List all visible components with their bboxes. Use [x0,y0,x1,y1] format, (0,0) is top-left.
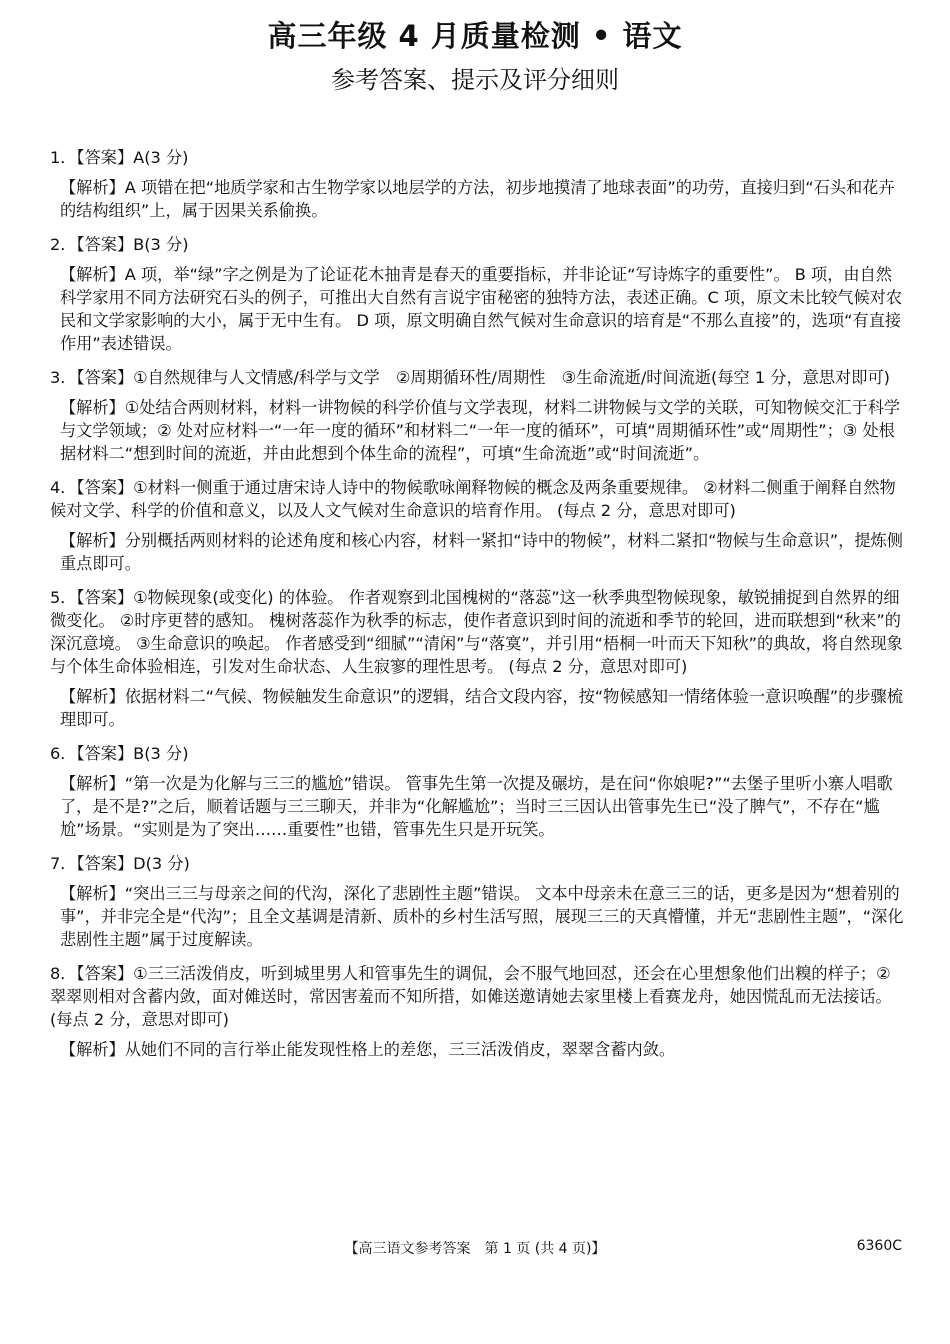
answer-3: 3．【答案】①自然规律与人文情感/科学与文学 ②周期循环性/周期性 ③生命流逝/时间流逝(每空 1 分，意思对即可) [50,368,890,387]
analysis-4: 【解析】分别概括两则材料的论述角度和核心内容，材料一紧扣“诗中的物候”，材料二紧扣“物候与生命意识”，提炼侧重点即可。 [60,531,903,573]
document-code: 6360C [856,1238,902,1254]
item-8 [50,962,908,1061]
page-title: 高三年级 4 月质量检测 • 语文 [267,19,683,53]
analysis-8: 【解析】从她们不同的言行举止能发现性格上的差您，三三活泼俏皮，翠翠含蓄内敛。 [60,1040,676,1059]
answer-5: 5．【答案】①物候现象(或变化) 的体验。 作者观察到北国槐树的“落蕊”这一秋季典型物候现象，敏锐捕捉到自然界的细微变化。 ②时序更替的感知。 槐树落蕊作为秋季的标志，使作者意识到时间的流逝和季节的轮回，进而联想到“秋来”的深沉意境。 ③生命意识的唤起。 作者感受到“细腻”“清闲”与“落寞”，并引用“梧桐一叶而天下知秋”的典故，将自然现象与个体生命体验相连，引发对生命状态、人生寂寥的理性思考。 (每点 2 分，意思对即可) [50,588,903,676]
page-subtitle: 参考答案、提示及评分细则 [331,66,619,94]
answer-1: 1．【答案】A(3 分) [50,148,189,167]
answer-6: 6．【答案】B(3 分) [50,744,189,763]
item-7 [50,852,908,951]
answer-list [50,146,908,1072]
analysis-7: 【解析】“突出三三与母亲之间的代沟，深化了悲剧性主题”错误。 文本中母亲未在意三三的话，更多是因为“想着别的事”，并非完全是“代沟”；且全文基调是清新、质朴的乡村生活写照，展现三三的天真懵懂，并无“悲剧性主题”，“深化悲剧性主题”属于过度解读。 [60,884,904,949]
analysis-6: 【解析】“第一次是为化解与三三的尴尬”错误。 管事先生第一次提及碾坊，是在问“你娘呢?”“去堡子里听小寨人唱歌了，是不是?”之后，顺着话题与三三聊天，并非为“化解尴尬”；当时三三因认出管事先生已“没了脾气”，不存在“尴尬”场景。“实则是为了突出……重要性”也错，管事先生只是开玩笑。 [60,774,893,839]
answer-2: 2．【答案】B(3 分) [50,235,189,254]
item-1 [50,146,908,222]
item-5 [50,586,908,731]
answer-8: 8．【答案】①三三活泼俏皮，听到城里男人和管事先生的调侃，会不服气地回怼，还会在心里想象他们出糗的样子；② 翠翠则相对含蓄内敛，面对傩送时，常因害羞而不知所措，如傩送邀请她去家里楼上看赛龙舟，她因慌乱而无法接话。 (每点 2 分，意思对即可) [50,964,892,1029]
analysis-5: 【解析】依据材料二“气候、物候触发生命意识”的逻辑，结合文段内容，按“物候感知一情绪体验一意识唤醒”的步骤梳理即可。 [60,687,903,729]
analysis-1: 【解析】A 项错在把“地质学家和古生物学家以地层学的方法，初步地摸清了地球表面”的功劳，直接归到“石头和花卉的结构组织”上，属于因果关系偷换。 [60,178,895,220]
item-3 [50,366,908,465]
answer-4: 4．【答案】①材料一侧重于通过唐宋诗人诗中的物候歌咏阐释物候的概念及两条重要规律。 ②材料二侧重于阐释自然物候对文学、科学的价值和意义，以及人文气候对生命意识的培育作用。 (每点 2 分，意思对即可) [50,478,896,520]
item-6 [50,742,908,841]
answer-7: 7．【答案】D(3 分) [50,854,190,873]
item-2 [50,233,908,355]
item-4 [50,476,908,575]
page-footer: 【高三语文参考答案 第 1 页 (共 4 页)】 [344,1241,606,1257]
analysis-2: 【解析】A 项，举“绿”字之例是为了论证花木抽青是春天的重要指标，并非论证“写诗炼字的重要性”。 B 项，由自然科学家用不同方法研究石头的例子，可推出大自然有言说宇宙秘密的独特方法，表述正确。C 项，原文未比较气候对农民和文学家影响的大小，属于无中生有。 D 项，原文明确自然气候对生命意识的培育是“不那么直接”的，选项“有直接作用”表述错误。 [60,265,903,353]
analysis-3: 【解析】①处结合两则材料，材料一讲物候的科学价值与文学表现，材料二讲物候与文学的关联，可知物候交汇于科学与文学领域；② 处对应材料一“一年一度的循环”和材料二“一年一度的循环”，可填“周期循环性”或“周期性”；③ 处根据材料二“想到时间的流逝，并由此想到个体生命的流程”，可填“生命流逝”或“时间流逝”。 [60,398,901,463]
